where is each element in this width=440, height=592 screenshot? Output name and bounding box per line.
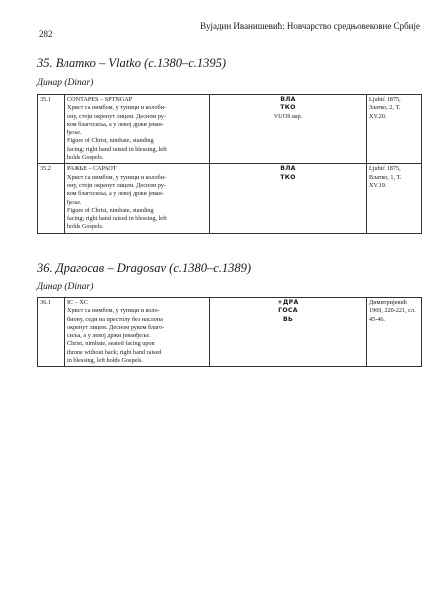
reference-line: 1969, 220-221, сл.: [369, 307, 416, 315]
legend-line: ТКО: [280, 173, 296, 181]
coin-table-vlatko: [37, 94, 422, 234]
page-number: 282: [39, 29, 53, 39]
coin-id: 35.1: [38, 95, 65, 164]
reference-line: XV.20.: [369, 112, 387, 120]
reference-line: Влатко, 1, Т.: [369, 173, 402, 181]
legend-variant: VUOS вар.: [273, 112, 303, 120]
reference-line: Димитријевић: [369, 299, 407, 306]
coin-description: [65, 95, 210, 164]
description-line: биону, седи на престолу без наслона: [67, 315, 163, 323]
description-line: Христ са нимбом, у туници и коло-: [67, 307, 160, 315]
legend-line: ТКО: [280, 104, 296, 112]
description-line: throne without back; right hand raised: [67, 348, 162, 356]
table-row: [38, 298, 422, 367]
coin-legend: [210, 298, 367, 367]
coin-reference: [367, 95, 422, 164]
description-line: ком благосиља, а у левој држи јеван-: [67, 120, 164, 128]
reference-line: Ljubić 1875,: [369, 96, 401, 103]
description-line: ону, стоји окренут лицем. Десном ру-: [67, 181, 166, 189]
description-line: in blessing, left holds Gospels.: [67, 357, 143, 365]
description-line: holds Gospels.: [67, 154, 104, 162]
section-heading-vlatko: 35. Влатко – Vlatko (c.1380–c.1395): [37, 56, 227, 70]
description-line: ђеље.: [67, 198, 82, 206]
description-line: Figure of Christ, nimbate, standing: [67, 137, 154, 145]
description-line: Христ са нимбом, у туници и колоби-: [67, 104, 167, 112]
section-heading-dragosav: 36. Драгосав – Dragosav (c.1380–c.1389): [37, 261, 252, 275]
description-line: holds Gospels.: [67, 223, 104, 231]
reference-line: 45-46.: [369, 315, 385, 323]
running-head: Вујадин Иванишевић: Новчарство средњовековне Србије: [200, 21, 420, 31]
table-row: [38, 95, 422, 164]
legend-line: ВЛА: [280, 165, 296, 173]
description-line: ђеље.: [67, 129, 82, 137]
section-subheading-vlatko: Динар (Dinar): [37, 78, 94, 88]
reference-line: Златко, 2, Т.: [369, 104, 401, 112]
description-line: IC – XC: [67, 299, 88, 306]
description-line: ону, стоји окренут лицем. Десном ру-: [67, 112, 166, 120]
description-line: facing; right hand raised in blessing, left: [67, 145, 167, 153]
reference-line: Ljubić 1875,: [369, 165, 401, 173]
coin-id: 36.1: [38, 298, 65, 367]
description-line: ком благосиља, а у левој држи јеван-: [67, 190, 164, 198]
coin-description: [65, 164, 210, 233]
coin-legend: [210, 164, 367, 233]
coin-reference: [367, 298, 422, 367]
description-line: facing; right hand raised in blessing, left: [67, 215, 167, 223]
description-line: Христ са нимбом, у туници и колоби-: [67, 173, 167, 181]
description-line: Christ, nimbate, seated facing upon: [67, 340, 155, 348]
legend-line: ВЬ: [282, 315, 294, 323]
description-line: CONTAPES – SPTNGAP: [67, 96, 133, 103]
coin-legend: [210, 95, 367, 164]
table-row: [38, 164, 422, 233]
legend-line: ВЛА: [280, 96, 296, 103]
coin-description: [65, 298, 210, 367]
description-line: РАЖЬЕ – САРАОТ: [67, 165, 117, 173]
legend-line: +ДРА: [277, 299, 299, 306]
legend-line: ГОСА: [278, 307, 298, 315]
section-subheading-dragosav: Динар (Dinar): [37, 282, 94, 292]
coin-reference: [367, 164, 422, 233]
description-line: сиља, а у левој држи јеванђеље.: [67, 332, 151, 340]
description-line: окренут лицем. Десном руком благо-: [67, 323, 165, 331]
description-line: Figure of Christ, nimbate, standing: [67, 206, 154, 214]
coin-table-dragosav: [37, 297, 422, 367]
reference-line: XV.19.: [369, 181, 387, 189]
coin-id: 35.2: [38, 164, 65, 233]
